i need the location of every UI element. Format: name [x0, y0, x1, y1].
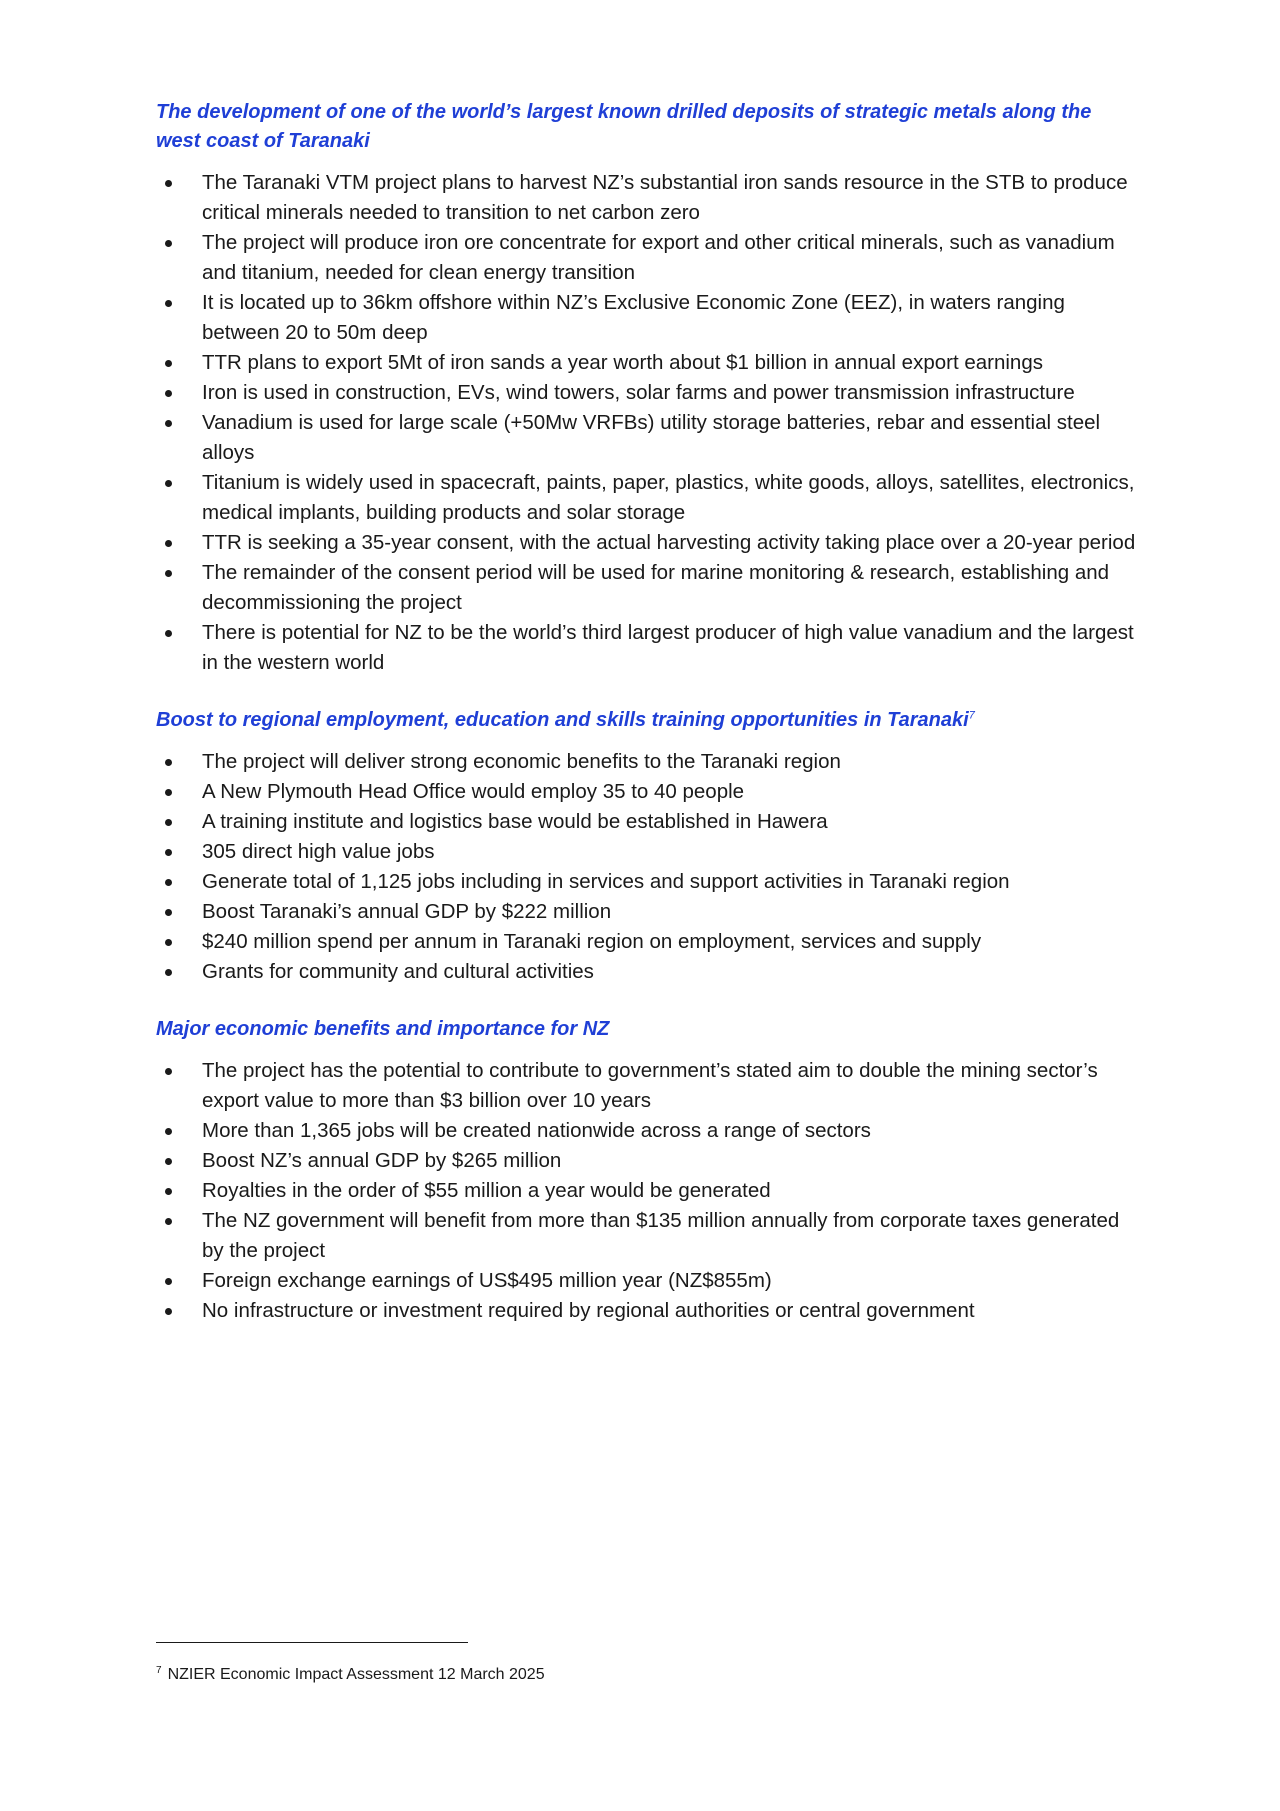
section-heading-text: The development of one of the world’s largest known drilled deposits of strategic metals along the west coast of Taranaki: [156, 101, 1092, 152]
list-item-text: Royalties in the order of $55 million a year would be generated: [202, 1179, 771, 1202]
bullet-icon: [165, 909, 172, 916]
list-item: [156, 1296, 1136, 1326]
list-item-text: $240 million spend per annum in Taranaki region on employment, services and supply: [202, 930, 982, 953]
bullet-icon: [165, 300, 172, 307]
list-item: [156, 1146, 1136, 1176]
bullet-icon: [165, 420, 172, 427]
list-item-text: Boost Taranaki’s annual GDP by $222 million: [202, 900, 612, 923]
section-strategic-metals: [156, 98, 1136, 678]
list-item-text: The NZ government will benefit from more than $135 million annually from corporate taxes generated by the project: [202, 1209, 1120, 1262]
bullet-icon: [165, 939, 172, 946]
list-item: [156, 348, 1136, 378]
list-item-text: Foreign exchange earnings of US$495 million year (NZ$855m): [202, 1269, 772, 1292]
bullet-list: [156, 168, 1136, 678]
list-item: [156, 1116, 1136, 1146]
bullet-icon: [165, 1188, 172, 1195]
list-item-text: No infrastructure or investment required by regional authorities or central government: [202, 1299, 975, 1322]
bullet-icon: [165, 1068, 172, 1075]
footnote-text: NZIER Economic Impact Assessment 12 March 2025: [167, 1666, 545, 1683]
section-heading: [156, 1015, 1136, 1044]
list-item-text: TTR plans to export 5Mt of iron sands a year worth about $1 billion in annual export earnings: [202, 351, 1043, 374]
list-item: [156, 1056, 1136, 1116]
list-item: [156, 747, 1136, 777]
list-item: [156, 897, 1136, 927]
section-heading: [156, 706, 1136, 735]
bullet-icon: [165, 540, 172, 547]
list-item: [156, 807, 1136, 837]
bullet-icon: [165, 1128, 172, 1135]
list-item: [156, 228, 1136, 288]
list-item-text: Vanadium is used for large scale (+50Mw VRFBs) utility storage batteries, rebar and essential steel alloys: [202, 411, 1101, 464]
bullet-icon: [165, 969, 172, 976]
section-heading-text: Boost to regional employment, education and skills training opportunities in Taranaki: [156, 709, 969, 731]
section-heading-text: Major economic benefits and importance for NZ: [156, 1018, 610, 1040]
bullet-icon: [165, 1308, 172, 1315]
bullet-icon: [165, 240, 172, 247]
section-regional-employment: [156, 706, 1136, 987]
bullet-icon: [165, 390, 172, 397]
list-item-text: It is located up to 36km offshore within NZ’s Exclusive Economic Zone (EEZ), in waters ranging between 20 to 50m deep: [202, 291, 1065, 344]
list-item-text: 305 direct high value jobs: [202, 840, 435, 863]
bullet-icon: [165, 180, 172, 187]
list-item: [156, 1206, 1136, 1266]
list-item-text: Grants for community and cultural activities: [202, 960, 594, 983]
footnote-number: 7: [156, 1664, 162, 1676]
bullet-icon: [165, 849, 172, 856]
bullet-icon: [165, 570, 172, 577]
list-item-text: A New Plymouth Head Office would employ 35 to 40 people: [202, 780, 745, 803]
footnote-separator: [156, 1642, 468, 1643]
list-item-text: A training institute and logistics base would be established in Hawera: [202, 810, 828, 833]
bullet-list: [156, 747, 1136, 987]
list-item: [156, 528, 1136, 558]
list-item: [156, 1266, 1136, 1296]
list-item: [156, 168, 1136, 228]
bullet-icon: [165, 360, 172, 367]
list-item-text: Generate total of 1,125 jobs including in services and support activities in Taranaki region: [202, 870, 1010, 893]
document-body: [156, 98, 1136, 1354]
list-item-text: The project will deliver strong economic benefits to the Taranaki region: [202, 750, 841, 773]
list-item: [156, 408, 1136, 468]
list-item: [156, 837, 1136, 867]
list-item-text: Boost NZ’s annual GDP by $265 million: [202, 1149, 562, 1172]
list-item: [156, 777, 1136, 807]
bullet-icon: [165, 630, 172, 637]
bullet-icon: [165, 1278, 172, 1285]
list-item-text: TTR is seeking a 35-year consent, with the actual harvesting activity taking place over a 20-year period: [202, 531, 1136, 554]
bullet-list: [156, 1056, 1136, 1326]
list-item: [156, 378, 1136, 408]
footnote: [156, 1664, 545, 1686]
list-item: [156, 618, 1136, 678]
list-item-text: The remainder of the consent period will be used for marine monitoring & research, establishing and decommissioning the project: [202, 561, 1110, 614]
list-item: [156, 1176, 1136, 1206]
list-item: [156, 558, 1136, 618]
list-item-text: Iron is used in construction, EVs, wind towers, solar farms and power transmission infrastructure: [202, 381, 1075, 404]
list-item-text: More than 1,365 jobs will be created nationwide across a range of sectors: [202, 1119, 871, 1142]
list-item-text: Titanium is widely used in spacecraft, paints, paper, plastics, white goods, alloys, satellites, electronics, medical implants, building products and solar storage: [202, 471, 1135, 524]
list-item: [156, 957, 1136, 987]
list-item-text: The project will produce iron ore concentrate for export and other critical minerals, such as vanadium and titanium, needed for clean energy transition: [202, 231, 1115, 284]
footnote-reference: 7: [968, 709, 975, 722]
section-heading: [156, 98, 1136, 156]
section-economic-benefits: [156, 1015, 1136, 1326]
bullet-icon: [165, 789, 172, 796]
list-item: [156, 288, 1136, 348]
bullet-icon: [165, 480, 172, 487]
bullet-icon: [165, 819, 172, 826]
bullet-icon: [165, 759, 172, 766]
list-item-text: The Taranaki VTM project plans to harvest NZ’s substantial iron sands resource in the STB to produce critical minerals needed to transition to net carbon zero: [202, 171, 1128, 224]
list-item: [156, 468, 1136, 528]
list-item-text: The project has the potential to contribute to government’s stated aim to double the mining sector’s export value to more than $3 billion over 10 years: [202, 1059, 1098, 1112]
list-item: [156, 927, 1136, 957]
bullet-icon: [165, 879, 172, 886]
list-item-text: There is potential for NZ to be the world’s third largest producer of high value vanadium and the largest in the western world: [202, 621, 1134, 674]
list-item: [156, 867, 1136, 897]
bullet-icon: [165, 1218, 172, 1225]
bullet-icon: [165, 1158, 172, 1165]
